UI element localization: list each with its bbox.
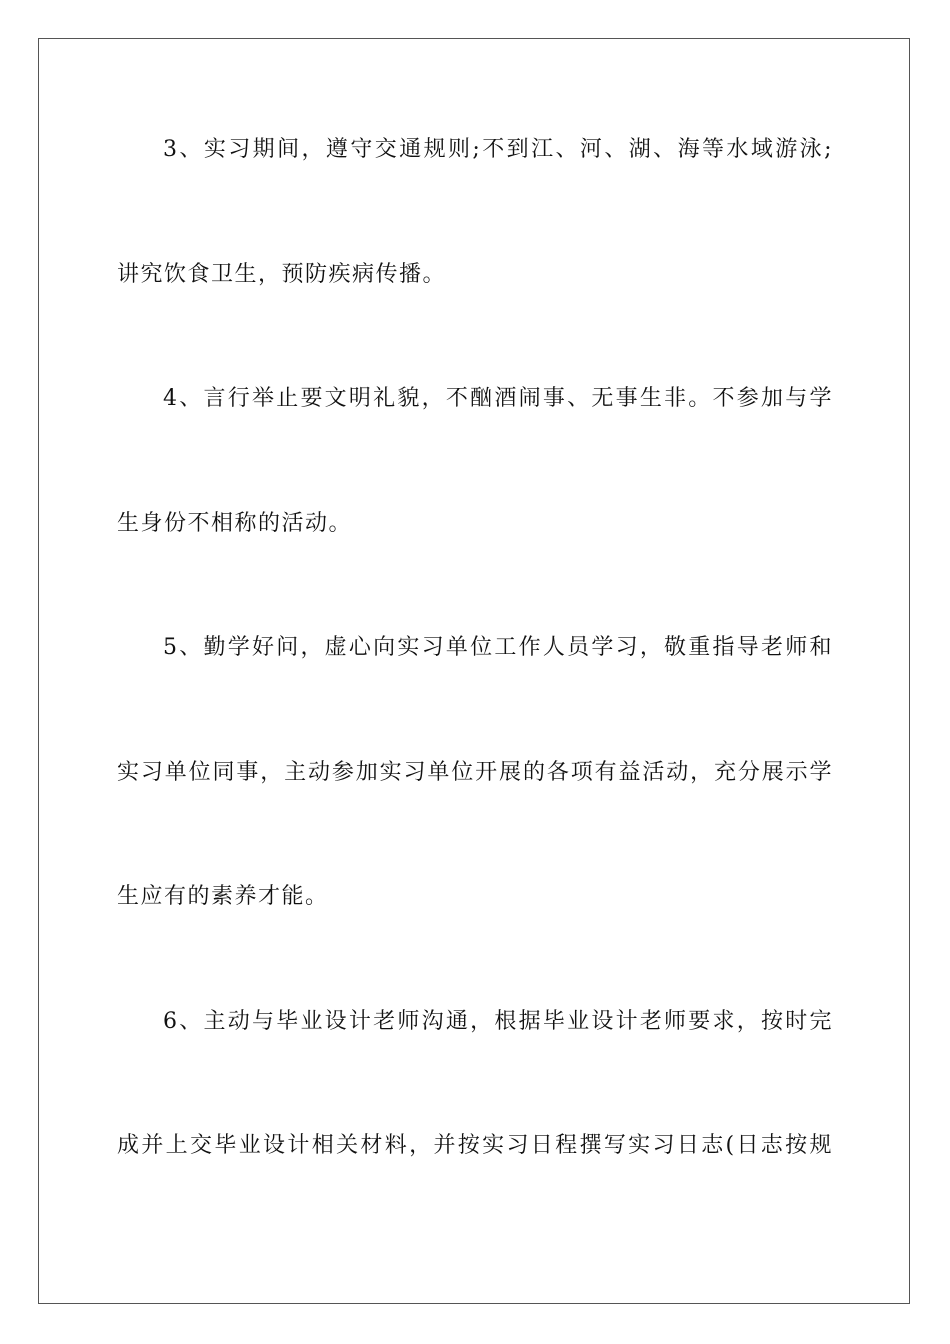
paragraph-5-line-3: 生应有的素养才能。: [117, 884, 329, 909]
paragraph-5-line-1: 5、勤学好问，虚心向实习单位工作人员学习，敬重指导老师和: [163, 635, 833, 660]
paragraph-3-line-2: 讲究饮食卫生，预防疾病传播。: [117, 262, 447, 287]
page-border: [38, 38, 910, 1304]
paragraph-6-line-1: 6、主动与毕业设计老师沟通，根据毕业设计老师要求，按时完: [163, 1009, 833, 1034]
paragraph-4-line-1: 4、言行举止要文明礼貌，不酗酒闹事、无事生非。不参加与学: [163, 386, 833, 411]
paragraph-5-line-2: 实习单位同事，主动参加实习单位开展的各项有益活动，充分展示学: [117, 760, 833, 785]
paragraph-3-line-1: 3、实习期间，遵守交通规则;不到江、河、湖、海等水域游泳;: [163, 137, 833, 162]
paragraph-4-line-2: 生身份不相称的活动。: [117, 511, 353, 536]
paragraph-6-line-2: 成并上交毕业设计相关材料，并按实习日程撰写实习日志(日志按规: [117, 1133, 833, 1158]
